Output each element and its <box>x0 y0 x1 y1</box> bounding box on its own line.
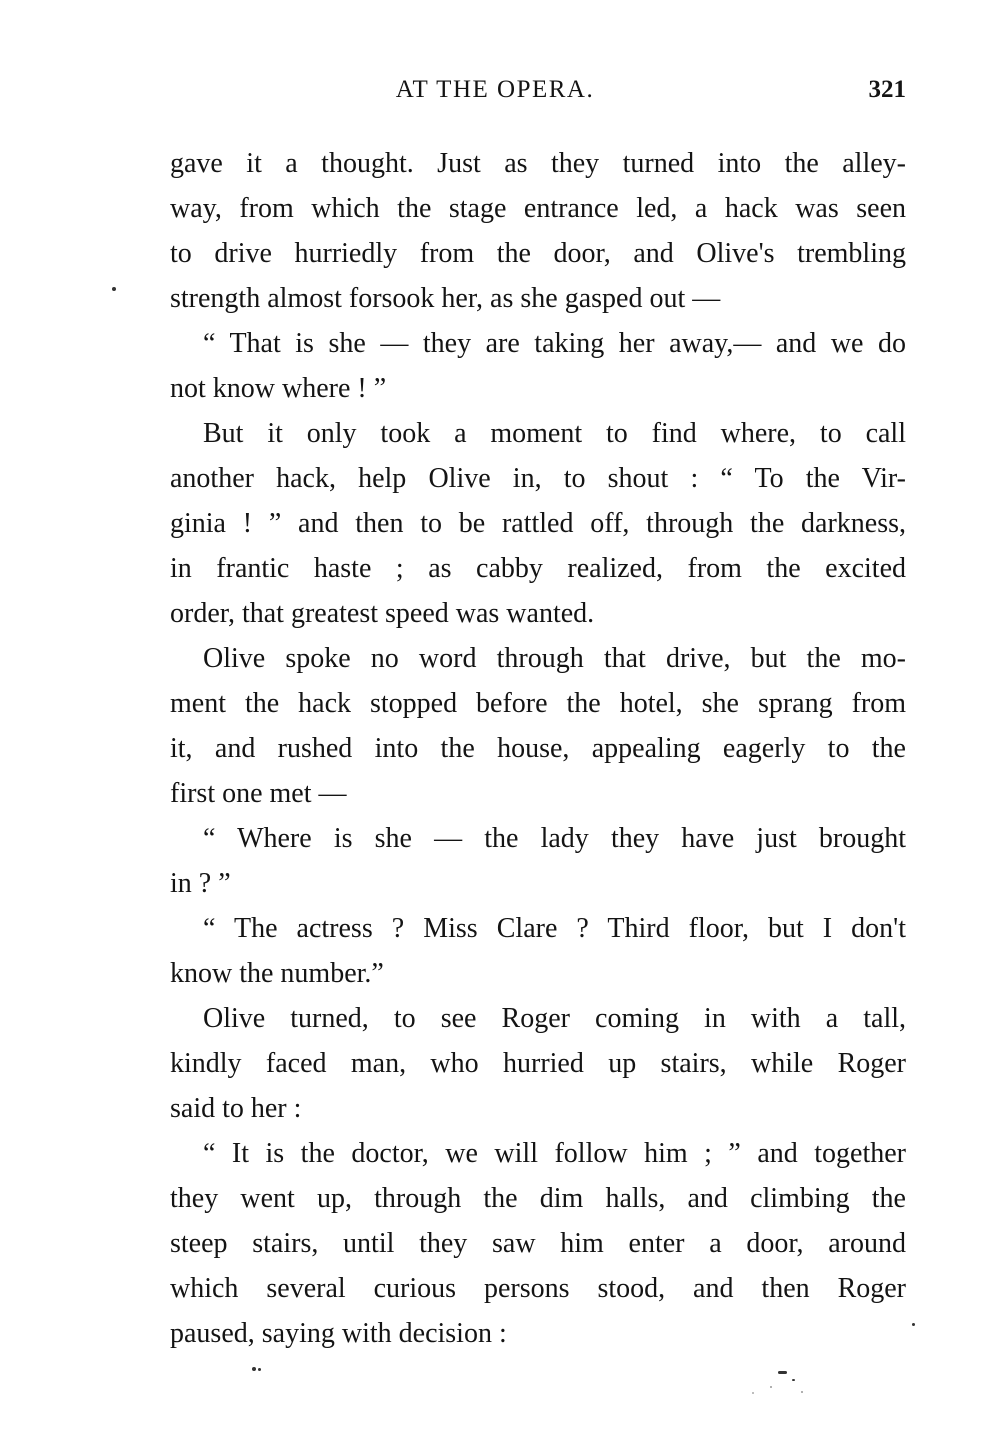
body-text <box>170 141 906 1356</box>
scan-speck <box>912 1323 915 1326</box>
scan-speck <box>778 1371 787 1374</box>
scan-speck <box>752 1392 754 1394</box>
text-line: steep stairs, until they saw him enter a door, around <box>170 1228 906 1259</box>
scan-speck <box>792 1379 795 1381</box>
text-line: “ That is she — they are taking her away,— and we do <box>203 328 906 359</box>
text-line: in frantic haste ; as cabby realized, from the excited <box>170 553 906 584</box>
text-line: “ It is the doctor, we will follow him ; ” and together <box>203 1138 906 1169</box>
page-header <box>170 76 910 112</box>
text-line: first one met — <box>170 778 347 809</box>
text-line: Olive spoke no word through that drive, but the mo- <box>203 643 906 674</box>
text-line: not know where ! ” <box>170 373 387 404</box>
text-line: which several curious persons stood, and then Roger <box>170 1273 906 1304</box>
scan-speck <box>258 1368 261 1371</box>
text-line: “ The actress ? Miss Clare ? Third floor, but I don't <box>203 913 906 944</box>
text-line: it, and rushed into the house, appealing eagerly to the <box>170 733 906 764</box>
text-line: said to her : <box>170 1093 302 1124</box>
text-line: order, that greatest speed was wanted. <box>170 598 595 629</box>
text-line: know the number.” <box>170 958 384 989</box>
text-line: way, from which the stage entrance led, a hack was seen <box>170 193 906 224</box>
text-line: they went up, through the dim halls, and climbing the <box>170 1183 906 1214</box>
scan-speck <box>112 287 116 291</box>
text-line: “ Where is she — the lady they have just brought <box>203 823 906 854</box>
text-line: ginia ! ” and then to be rattled off, through the darkness, <box>170 508 906 539</box>
text-line: another hack, help Olive in, to shout : “ To the Vir- <box>170 463 906 494</box>
scan-speck <box>770 1386 772 1388</box>
scan-speck <box>801 1391 803 1393</box>
text-line: Olive turned, to see Roger coming in with a tall, <box>203 1003 906 1034</box>
scan-speck <box>252 1367 256 1371</box>
running-title: AT THE OPERA. <box>395 76 595 103</box>
text-line: in ? ” <box>170 868 231 899</box>
text-line: ment the hack stopped before the hotel, she sprang from <box>170 688 906 719</box>
text-line: gave it a thought. Just as they turned into the alley- <box>170 148 906 179</box>
text-line: to drive hurriedly from the door, and Olive's trembling <box>170 238 906 269</box>
text-line: strength almost forsook her, as she gasped out — <box>170 283 721 314</box>
text-line: But it only took a moment to find where, to call <box>203 418 906 449</box>
text-line: kindly faced man, who hurried up stairs, while Roger <box>170 1048 906 1079</box>
text-line: paused, saying with decision : <box>170 1318 507 1349</box>
page-number: 321 <box>868 76 906 103</box>
